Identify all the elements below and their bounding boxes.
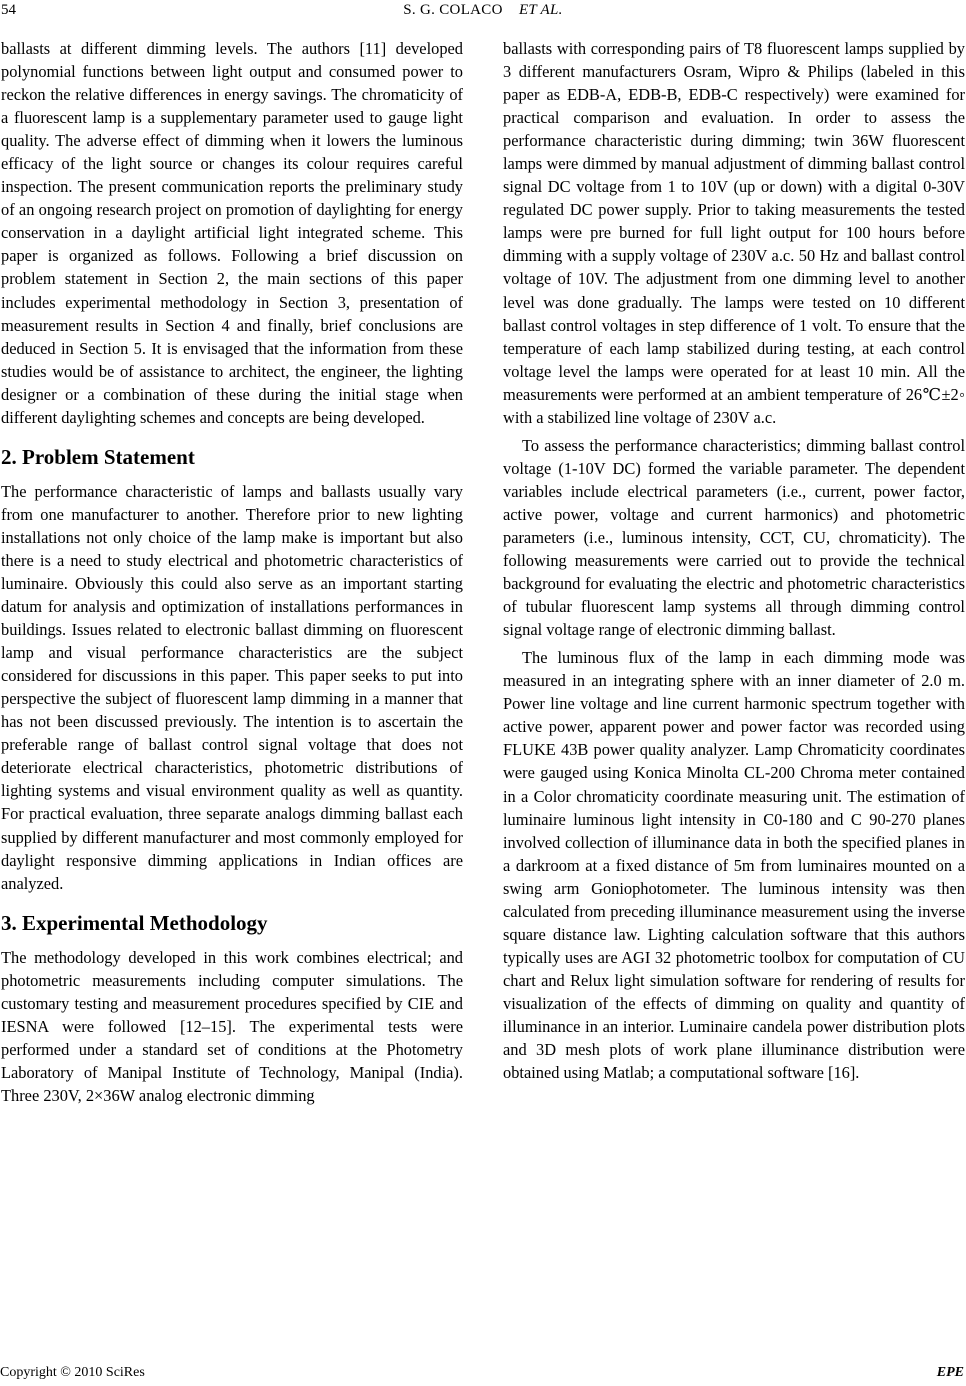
section-2-paragraph: The performance characteristic of lamps and ballasts usually vary from one manufacturer to another. Therefore prior to new lighting installations not only choice of the lamp make is important but also there is a need to study electrical and photometric characteristics of luminaire. Obviously this could also serve as an important starting datum for analysis and optimization of installations performances in buildings. Issues related to electronic ballast dimming on fluorescent lamp and visual performance characteristics are the subject considered for discussions in this paper. This paper seeks to put into perspective the subject of fluorescent lamp dimming in a manner that has not been discussed previously. The intention is to ascertain the preferable range of ballast control signal voltage that does not deteriorate electrical characteristics, photometric distributions of lighting systems and visual environment quality as well as quantity. For practical evaluation, three separate analogs dimming ballast each supplied by different manufacturer and most commonly employed for daylight responsive dimming applications in Indian offices are analyzed.	[1, 481, 463, 893]
intro-paragraph: ballasts at different dimming levels. The authors [11] developed polynomial functions between light output and consumed power to reckon the relative differences in energy savings. The chromaticity of a fluorescent lamp is a supplementary parameter used to gauge light quality. The adverse effect of dimming when it lowers the luminous efficacy of the light source or changes its colour requires careful inspection. The present communication reports the preliminary study of an ongoing research project on promotion of daylighting for energy conservation in a daylight artificial light integrated scheme. This paper is organized as follows. Following a brief discussion on problem statement in Section 2, the main sections of this paper includes experimental methodology in Section 3, presentation of measurement results in Section 4 and finally, brief conclusions are deduced in Section 5. It is envisaged that the information from these studies would be of assistance to architect, the engineer, the lighting designer or a combination of these during the initial stage when different daylighting schemes and concepts are being developed.	[1, 39, 463, 427]
running-head-etal: ET AL.	[518, 2, 563, 18]
journal-abbreviation: EPE	[936, 1365, 964, 1380]
section-2-heading: 2. Problem Statement	[1, 444, 195, 469]
running-head	[0, 2, 966, 19]
page-footer	[0, 1365, 966, 1385]
left-column	[1, 37, 463, 1107]
methodology-paragraph-2: To assess the performance characteristics; dimming ballast control voltage (1-10V DC) formed the variable parameter. The dependent variables include electrical parameters (i.e., current, power factor, active power, voltage and current harmonics) and photometric parameters (i.e., luminous intensity, CCT, CU, chromaticity). The following measurements were carried out to provide the technical background for evaluating the electric and photometric characteristics of tubular fluorescent lamp systems all through dimming control signal voltage range of electronic dimming ballast.	[503, 435, 965, 640]
methodology-paragraph-3: The luminous flux of the lamp in each dimming mode was measured in an integrating sphere with an inner diameter of 2.0 m. Power line voltage and line current harmonic spectrum together with active power, apparent power and power factor was recorded using FLUKE 43B power quality analyzer. Lamp Chromaticity coordinates were gauged using Konica Minolta CL-200 Chroma meter contained in a Color chromaticity coordinate measuring unit. The estimation of luminaire luminous light intensity in C0-180 and C 90-270 planes involved collection of illuminance data in both the specified planes in a darkroom at a fixed distance of 5m from luminaires mounted on a swing arm Goniophotometer. The luminous intensity was then calculated from preceding illuminance measurement using the inverse square distance law. Lighting calculation software that this authors typically uses are AGI 32 photometric toolbox for computation of CU chart and Relux light simulation software for rendering of results for visualization of the effects of dimming on quality and quantity of illuminance in an interior. Luminaire candela power distribution plots and 3D mesh plots of work plane illuminance distribution were obtained using Matlab; a computational software [16].	[503, 648, 965, 1083]
page-header	[0, 2, 966, 22]
copyright-notice: Copyright © 2010 SciRes	[0, 1365, 145, 1380]
section-3-heading: 3. Experimental Methodology	[1, 910, 268, 935]
running-head-authors: S. G. COLACO	[403, 2, 503, 18]
methodology-paragraph-1: ballasts with corresponding pairs of T8 fluorescent lamps supplied by 3 different manufacturers Osram, Wipro & Philips (labeled in this paper as EDB-A, EDB-B, EDB-C respectively) were examined for practical comparison and evaluation. In order to assess the performance characteristic during dimming; twin 36W fluorescent lamps were dimmed by manual adjustment of dimming ballast control signal DC voltage from 1 to 10V (up or down) with a digital 0-30V regulated DC power supply. Prior to taking measurements the tested lamps were pre burned for full light output for 100 hours before dimming with a supply voltage of 230V a.c. 50 Hz and ballast control voltage of 10V. The adjustment from one dimming level to another level was done gradually. The lamps were tested on 10 different ballast control voltages in step difference of 1 volt. To ensure that the temperature of each lamp stabilized during testing, at each control voltage level the lamps were operated for at least 10 min. All the measurements were performed at an ambient temperature of 26℃±2◦ with a stabilized line voltage of 230V a.c.	[503, 39, 965, 427]
section-3-paragraph: The methodology developed in this work combines electrical; and photometric measurements including computer simulations. The customary testing and measurement procedures specified by CIE and IESNA were followed [12–15]. The experimental tests were performed under a standard set of conditions at the Photometry Laboratory of Manipal Institute of Technology, Manipal (India). Three 230V, 2×36W analog electronic dimming	[1, 947, 463, 1105]
right-column	[503, 37, 965, 1084]
page-number: 54	[1, 2, 16, 18]
